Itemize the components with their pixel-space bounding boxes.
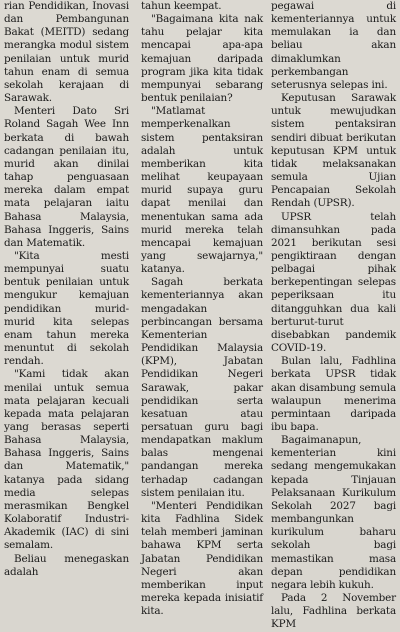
paragraph: rian Pendidikan, Inovasi dan Pembangunan Bakat (MEITD) sedang merangka modul sistem penilaian untuk murid tahun enam di semua sekolah kerajaan di Sarawak.	[4, 0, 129, 105]
paragraph: tahun keempat.	[141, 0, 222, 12]
article-column-1	[4, 0, 129, 578]
paragraph: "Menteri Pendidikan kita Fadhlina Sidek telah memberi jaminan bahawa KPM serta Jabatan Pendidikan Negeri akan memberikan input mereka kepada inisiatif kita.	[141, 499, 263, 618]
paragraph: Bagaimanapun, kementerian kini sedang mengemukakan kepada Tinjauan Pelaksanaan Kurikulum Sekolah 2027 bagi membangunkan kurikulum baharu sekolah bagi memastikan masa depan pendidikan negara lebih kukuh.	[271, 434, 396, 591]
paragraph: pegawai di kementeriannya untuk memulakan ia dan beliau akan dimaklumkan perkembangan seterusnya selepas ini.	[271, 0, 396, 91]
paragraph: "Kami tidak akan menilai untuk semua mata pelajaran kecuali kepada mata pelajaran yang berasas seperti Bahasa Malaysia, Bahasa Inggeris, Sains dan Matematik," katanya pada sidang media selepas merasmikan Bengkel Kolaboratif Industri-Akademik (IAC) di sini semalam.	[4, 368, 129, 552]
paragraph: "Bagaimana kita nak tahu pelajar kita mencapai apa-apa kemajuan daripada program jika kita tidak mempunyai sebarang bentuk penilaian?	[141, 13, 263, 105]
paragraph: Pada 2 November lalu, Fadhlina berkata KPM	[271, 592, 396, 631]
paragraph: Keputusan Sarawak untuk mewujudkan sistem pentaksiran sendiri dibuat berikutan keputusan KPM untuk tidak melaksanakan semula Ujian Pencapaian Sekolah Rendah (UPSR).	[271, 92, 396, 210]
paragraph: Menteri Dato Sri Roland Sagah Wee Inn berkata di bawah cadangan penilaian itu, murid akan dinilai tahap penguasaan mereka dalam empat mata pelajaran iaitu Bahasa Malaysia, Bahasa Inggeris, Sains dan Matematik.	[4, 105, 129, 249]
paragraph: Beliau menegaskan adalah	[4, 552, 129, 578]
paragraph: Sagah berkata kementeriannya akan mengadakan perbincangan bersama Kementerian Pendidikan Malaysia (KPM), Jabatan Pendidikan Negeri Sarawak, pakar pendidikan serta kesatuan atau persatuan guru bagi mendapatkan maklum balas mengenai pandangan mereka terhadap cadangan sistem penilaian itu.	[141, 276, 263, 499]
article-column-3	[271, 0, 396, 631]
article-column-2	[141, 0, 263, 618]
paragraph: UPSR telah dimansuhkan pada 2021 berikutan sesi pengiktiraan dengan pelbagai pihak berkepentingan selepas peperiksaan itu ditangguhkan dua kali berturut-turut disebabkan pandemik COVID-19.	[271, 210, 396, 355]
paragraph: "Matlamat memperkenalkan sistem pentaksiran adalah untuk memberikan kita melihat keupayaan murid supaya guru dapat menilai dan menentukan sama ada murid mereka telah mencapai kemajuan yang sewajarnya," katanya.	[141, 105, 263, 276]
paragraph: "Kita mesti mempunyai suatu bentuk penilaian untuk mengukur kemajuan pendidikan murid-murid kita selepas enam tahun mereka menuntut di sekolah rendah.	[4, 249, 129, 368]
paragraph: Bulan lalu, Fadhlina berkata UPSR tidak akan disambung semula walaupun menerima permintaan daripada ibu bapa.	[271, 355, 396, 433]
